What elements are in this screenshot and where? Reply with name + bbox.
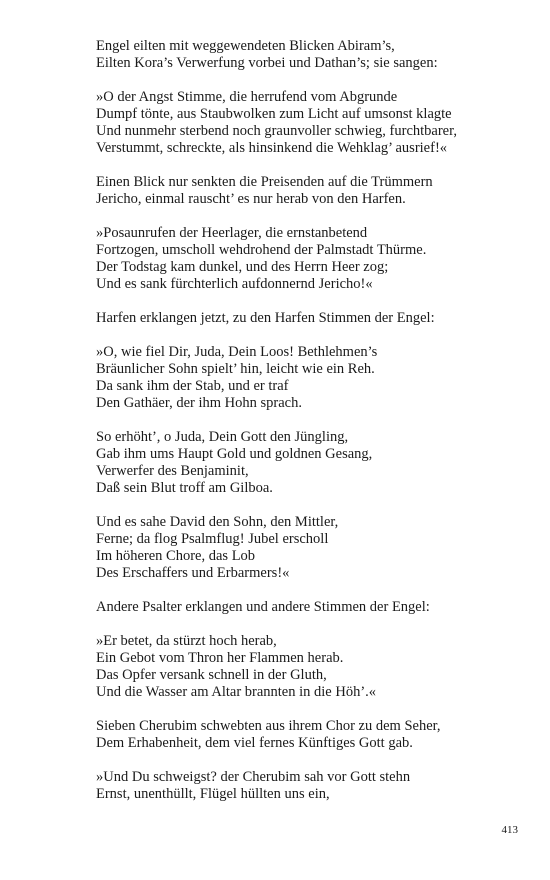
- text-line: Bräunlicher Sohn spielt’ hin, leicht wie ein Reh.: [96, 361, 375, 377]
- text-line: So erhöht’, o Juda, Dein Gott den Jüngling,: [96, 429, 349, 445]
- text-line: Fortzogen, umscholl wehdrohend der Palmstadt Thürme.: [96, 242, 427, 258]
- text-line: Und es sank fürchterlich aufdonnernd Jericho!«: [96, 276, 373, 292]
- text-line: Harfen erklangen jetzt, zu den Harfen Stimmen der Engel:: [96, 310, 435, 326]
- stanza-8: [96, 514, 496, 582]
- text-line: Und es sahe David den Sohn, den Mittler,: [96, 514, 339, 530]
- text-line: Dumpf tönte, aus Staubwolken zum Licht auf umsonst klagte: [96, 106, 452, 122]
- page-number: 413: [501, 824, 518, 836]
- stanza-7: [96, 429, 496, 497]
- text-line: Den Gathäer, der ihm Hohn sprach.: [96, 395, 302, 411]
- text-line: Das Opfer versank schnell in der Gluth,: [96, 667, 327, 683]
- text-line: Ferne; da flog Psalmflug! Jubel erscholl: [96, 531, 329, 547]
- text-line: Des Erschaffers und Erbarmers!«: [96, 565, 290, 581]
- text-line: Und die Wasser am Altar brannten in die Höh’.«: [96, 684, 377, 700]
- text-line: Andere Psalter erklangen und andere Stimmen der Engel:: [96, 599, 430, 615]
- text-line: Der Todstag kam dunkel, und des Herrn Heer zog;: [96, 259, 389, 275]
- stanza-1: [96, 38, 496, 72]
- text-line: »Posaunrufen der Heerlager, die ernstanbetend: [96, 225, 368, 241]
- text-line: Sieben Cherubim schwebten aus ihrem Chor zu dem Seher,: [96, 718, 441, 734]
- text-line: »Er betet, da stürzt hoch herab,: [96, 633, 277, 649]
- page-text: [96, 38, 496, 820]
- text-line: Und nunmehr sterbend noch graunvoller schwieg, furchtbarer,: [96, 123, 457, 139]
- stanza-6: [96, 344, 496, 412]
- text-line: »Und Du schweigst? der Cherubim sah vor Gott stehn: [96, 769, 411, 785]
- stanza-2: [96, 89, 496, 157]
- text-line: Dem Erhabenheit, dem viel fernes Künftiges Gott gab.: [96, 735, 413, 751]
- stanza-4: [96, 225, 496, 293]
- stanza-9: [96, 599, 496, 616]
- text-line: »O der Angst Stimme, die herrufend vom Abgrunde: [96, 89, 398, 105]
- stanza-12: [96, 769, 496, 803]
- text-line: Verwerfer des Benjaminit,: [96, 463, 249, 479]
- stanza-5: [96, 310, 496, 327]
- text-line: Da sank ihm der Stab, und er traf: [96, 378, 289, 394]
- text-line: Ernst, unenthüllt, Flügel hüllten uns ein,: [96, 786, 330, 802]
- text-line: Im höheren Chore, das Lob: [96, 548, 256, 564]
- text-line: Gab ihm ums Haupt Gold und goldnen Gesang,: [96, 446, 373, 462]
- text-line: Engel eilten mit weggewendeten Blicken Abiram’s,: [96, 38, 395, 54]
- stanza-3: [96, 174, 496, 208]
- text-line: Eilten Kora’s Verwerfung vorbei und Dathan’s; sie sangen:: [96, 55, 438, 71]
- text-line: Daß sein Blut troff am Gilboa.: [96, 480, 273, 496]
- text-line: Ein Gebot vom Thron her Flammen herab.: [96, 650, 344, 666]
- text-line: Einen Blick nur senkten die Preisenden auf die Trümmern: [96, 174, 433, 190]
- stanza-11: [96, 718, 496, 752]
- text-line: Verstummt, schreckte, als hinsinkend die Wehklag’ ausrief!«: [96, 140, 448, 156]
- stanza-10: [96, 633, 496, 701]
- text-line: »O, wie fiel Dir, Juda, Dein Loos! Bethlehmen’s: [96, 344, 378, 360]
- text-line: Jericho, einmal rauscht’ es nur herab von den Harfen.: [96, 191, 406, 207]
